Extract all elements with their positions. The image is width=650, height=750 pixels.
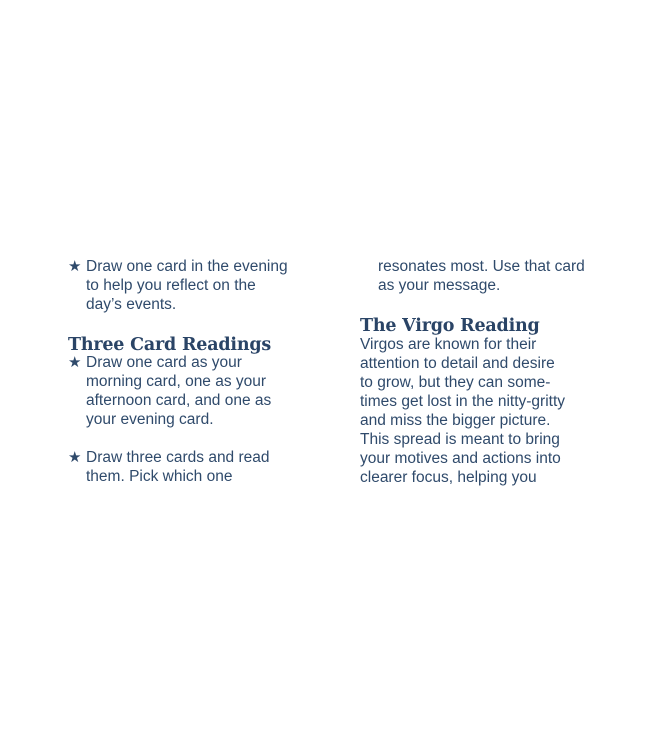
virgo-paragraph <box>360 335 595 487</box>
section-heading-three-card: Three Card Readings <box>68 335 272 355</box>
section-heading-virgo: The Virgo Reading <box>360 316 540 336</box>
star-icon: ★ <box>68 354 82 371</box>
paragraph-line: and miss the bigger picture. <box>360 412 551 429</box>
bullet-line: afternoon card, and one as <box>86 392 272 409</box>
left-column <box>68 250 293 486</box>
paragraph-line: This spread is meant to bring <box>360 431 560 448</box>
paragraph-line: to grow, but they can some- <box>360 374 551 391</box>
bullet-line: Draw three cards and read <box>86 449 270 466</box>
paragraph-line: clearer focus, helping you <box>360 469 537 486</box>
paragraph-line: times get lost in the nitty-gritty <box>360 393 566 410</box>
paragraph-line: attention to detail and desire <box>360 355 555 372</box>
bullet-line: Draw one card in the evening <box>86 258 288 275</box>
bullet-line: Draw one card as your <box>86 354 242 371</box>
paragraph-line: your motives and actions into <box>360 450 561 467</box>
bullet-morning-afternoon-evening <box>68 353 293 429</box>
text-line: as your message. <box>378 277 501 294</box>
paragraph-line: Virgos are known for their <box>360 336 537 353</box>
bullet-line: your evening card. <box>86 411 214 428</box>
star-icon: ★ <box>68 449 82 466</box>
bullet-evening-card <box>68 257 293 314</box>
continued-bullet-text <box>360 257 595 295</box>
bullet-line: morning card, one as your <box>86 373 267 390</box>
bullet-three-cards <box>68 448 293 486</box>
bullet-line: day’s events. <box>86 296 177 313</box>
right-column <box>360 250 595 487</box>
text-line: resonates most. Use that card <box>378 258 585 275</box>
star-icon: ★ <box>68 258 82 275</box>
bullet-line: to help you reflect on the <box>86 277 256 294</box>
bullet-line: them. Pick which one <box>86 468 233 485</box>
